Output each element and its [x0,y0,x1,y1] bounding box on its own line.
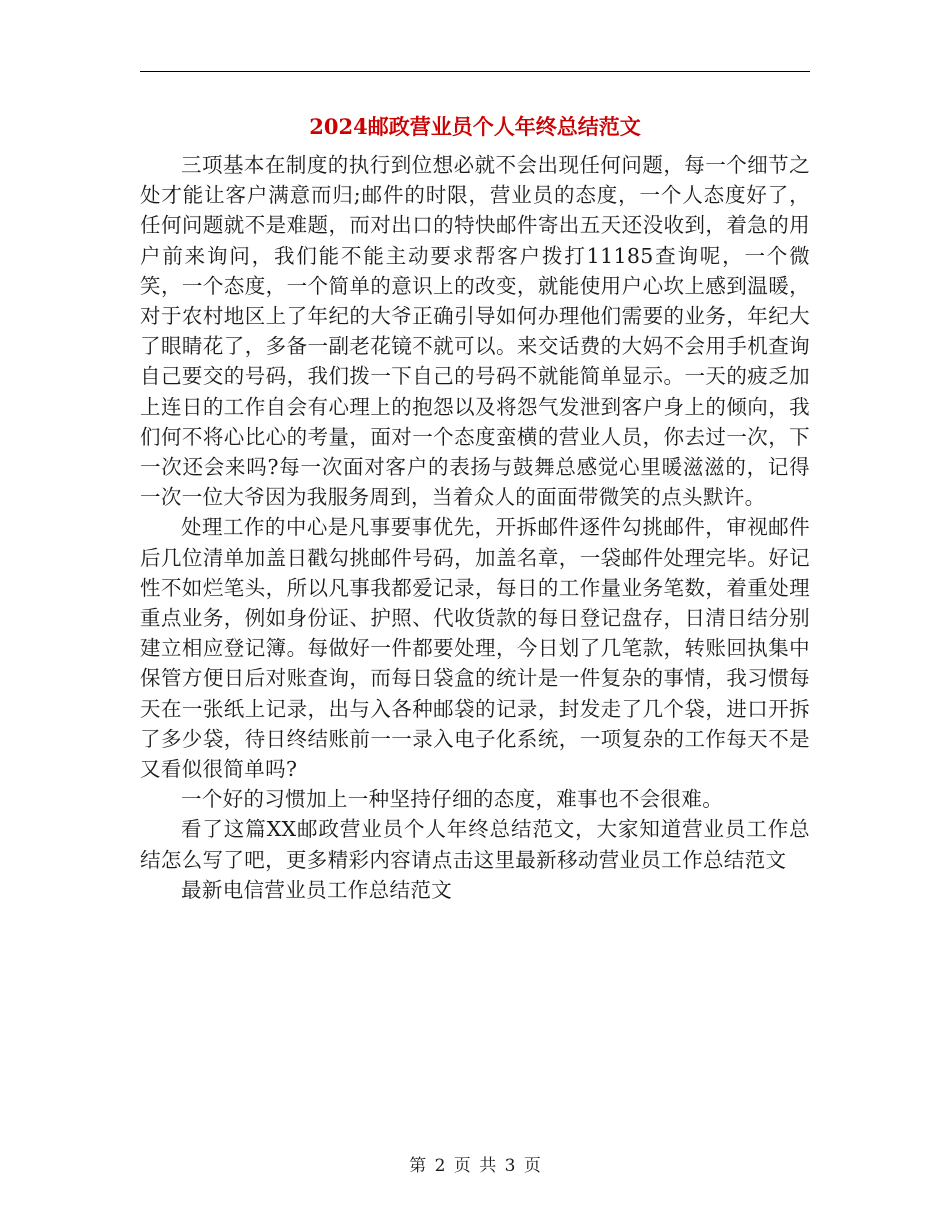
paragraph-related-article: 最新电信营业员工作总结范文 [181,877,453,902]
document-title: 2024邮政营业员个人年终总结范文 [309,114,641,139]
paragraph-closing-note: 看了这篇XX邮政营业员个人年终总结范文，大家知道营业员工作总结怎么写了吧，更多精彩内容请点击这里最新移动营业员工作总结范文 [140,817,810,872]
paragraph-service-attitude: 三项基本在制度的执行到位想必就不会出现任何问题，每一个细节之处才能让客户满意而归;邮件的时限，营业员的态度，一个人态度好了，任何问题就不是难题，而对出口的特快邮件寄出五天还没收到，着急的用户前来询问，我们能不能主动要求帮客户拨打11185查询呢，一个微笑，一个态度，一个简单的意识上的改变，就能使用户心坎上感到温暖，对于农村地区上了年纪的大爷正确引导如何办理他们需要的业务，年纪大了眼睛花了，多备一副老花镜不就可以。来交话费的大妈不会用手机查询自己要交的号码，我们拨一下自己的号码不就能简单显示。一天的疲乏加上连日的工作自会有心理上的抱怨以及将怨气发泄到客户身上的倾向，我们何不将心比心的考量，面对一个态度蛮横的营业人员，你去过一次，下一次还会来吗?每一次面对客户的表扬与鼓舞总感觉心里暖滋滋的，记得一次一位大爷因为我服务周到，当着众人的面面带微笑的点头默许。 [140,153,810,510]
paragraph-good-habits: 一个好的习惯加上一种坚持仔细的态度，难事也不会很难。 [181,787,724,812]
header-rule [140,71,810,72]
page-number-footer: 第 2 页 共 3 页 [409,1156,541,1176]
document-body [140,150,810,905]
paragraph-work-process: 处理工作的中心是凡事要事优先，开拆邮件逐件勾挑邮件，审视邮件后几位清单加盖日戳勾挑邮件号码，加盖名章，一袋邮件处理完毕。好记性不如烂笔头，所以凡事我都爱记录，每日的工作量业务笔数，着重处理重点业务，例如身份证、护照、代收货款的每日登记盘存，日清日结分别建立相应登记簿。每做好一件都要处理，今日划了几笔款，转账回执集中保管方便日后对账查询，而每日袋盒的统计是一件复杂的事情，我习惯每天在一张纸上记录，出与入各种邮袋的记录，封发走了几个袋，进口开拆了多少袋，待日终结账前一一录入电子化系统，一项复杂的工作每天不是又看似很简单吗? [140,515,810,782]
